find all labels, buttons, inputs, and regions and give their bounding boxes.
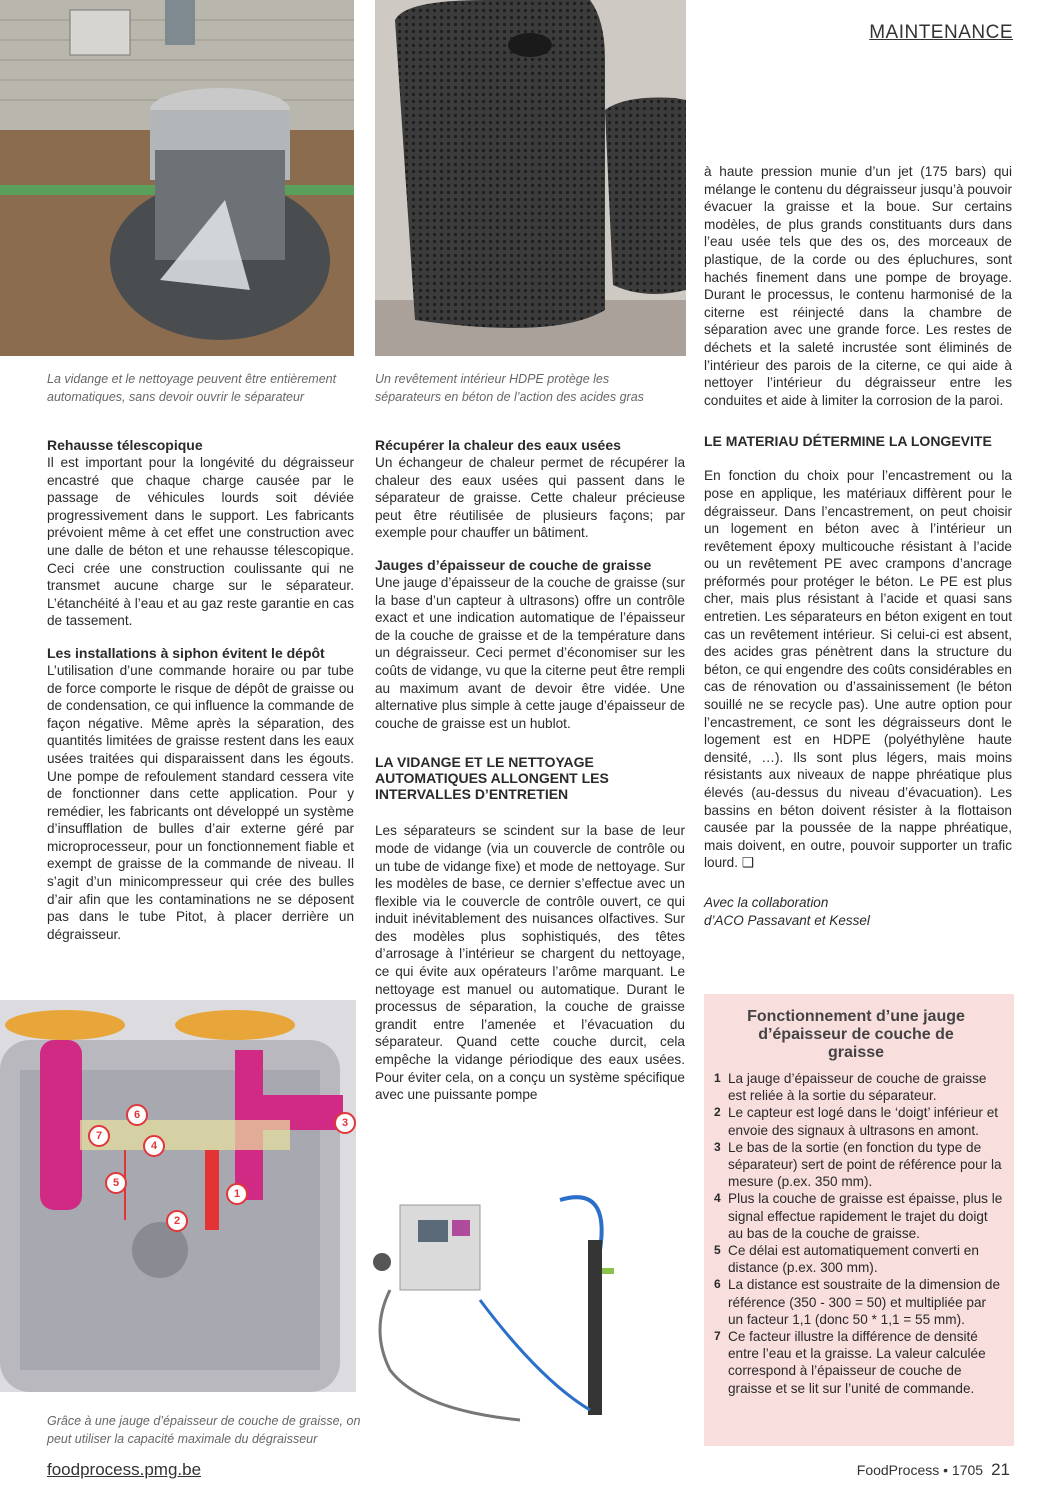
callout-6: 6 [126, 1104, 148, 1126]
hdpe-liner-illustration [375, 0, 686, 356]
heading-chaleur: Récupérer la chaleur des eaux usées [375, 437, 621, 453]
bottom-left-caption: Grâce à une jauge d’épaisseur de couche de graisse, on peut utiliser la capacité maximale du dégraisseur [47, 1414, 361, 1446]
paragraph-haute-pression: à haute pression munie d’un jet (175 bars) qui mélange le contenu du dégraisseur jusqu’à pouvoir évacuer la graisse et la boue. Sur certains modèles, de plus grands constituants durs dans l’eau usée tels que des os, des morceaux de plastique, de la corde ou des épluchures, sont hachés finement dans une pompe de broyage. Durant le processus, le contenu harmonisé de la citerne est réinjecté dans la chambre de séparation avec une grande force. Les restes de déchets et la saleté incrustée sont éliminés de l’intérieur des parois de la citerne, ce qui aide à nettoyer l’intérieur du dégraisseur entre les conduites et aide à limiter la corrosion de la paroi. [704, 164, 1012, 408]
callout-2: 2 [166, 1210, 188, 1232]
list-item: 2 Le capteur est logé dans le ‘doigt’ inférieur et envoie des signaux à ultrasons en amont. [714, 1105, 999, 1138]
heading-jauges: Jauges d’épaisseur de couche de graisse [375, 556, 652, 573]
top-left-caption: La vidange et le nettoyage peuvent être entièrement automatiques, sans devoir ouvrir le séparateur [47, 372, 337, 404]
column-1 [47, 436, 354, 957]
callout-4: 4 [143, 1135, 165, 1157]
list-item: 3 Le bas de la sortie (en fonction du type de séparateur) sert de point de référence pour la mesure (p.ex. 350 mm). [714, 1139, 1002, 1190]
list-item: 6 La distance est soustraite de la dimension de référence (350 - 300 = 50) et multipliée par un facteur 1,1 (donc 50 * 1,1 = 55 mm). [714, 1277, 1001, 1327]
callout-7: 7 [88, 1125, 110, 1147]
end-mark: ❑ [741, 855, 754, 871]
paragraph-chaleur: Un échangeur de chaleur permet de récupérer la chaleur des eaux usées qui passent dans le séparateur de graisse. Cette chaleur précieuse peut être réutilisée de plusieurs façons; par exemple pour chauffer un bâtiment. [375, 455, 685, 541]
list-item: 7 Ce facteur illustre la différence de densité entre l’eau et la graisse. La valeur calculée correspond à l’épaisseur de couche de graisse et se lit sur l’unité de commande. [714, 1329, 986, 1396]
list-item: 5 Ce délai est automatiquement converti en distance (p.ex. 300 mm). [714, 1243, 979, 1276]
paragraph-rehausse: Il est important pour la longévité du dégraisseur encastré que chaque charge causée par le passage de véhicules lourds soit déviée progressivement dans le support. Les fabricants prévoient même à cet effet une construction avec une dalle de béton et une rehausse télescopique. Ceci crée une construction coulissante qui ne transmet aucune charge sur le séparateur. L’étanchéité à l’eau et au gaz reste garantie en cas de tassement. [47, 455, 354, 629]
callout-1: 1 [226, 1183, 248, 1205]
footer-url[interactable]: foodprocess.pmg.be [47, 1460, 202, 1479]
gauge-device-image [360, 1180, 690, 1430]
credit-line-2: d’ACO Passavant et Kessel [704, 912, 870, 928]
section-label: MAINTENANCE [869, 22, 1013, 43]
heading-vidange: LA VIDANGE ET LE NETTOYAGE AUTOMATIQUES ALLONGENT LES INTERVALLES D’ENTRETIEN [375, 754, 609, 803]
callout-3: 3 [334, 1112, 356, 1134]
footer-publication [857, 1460, 1010, 1480]
credit-line-1: Avec la collaboration [704, 894, 829, 910]
info-box [704, 994, 1014, 1446]
paragraph-siphon: L’utilisation d’une commande horaire ou par tube de force comporte le risque de dépôt de graisse ou de condensation, ce qui influence la commande de façon négative. Même après la séparation, des quantités limitées de graisse restent dans les eaux usées traitées qui disparaissent dans les égouts. Une pompe de refoulement standard cessera vite de fonctionner dans cette application. Pour y remédier, les fabricants ont développé un système d’insufflation de bulles d’air externe géré par microprocesseur, pour un fonctionnement fiable et exempt de graisse de la commande de niveau. Il s’agit d’un minicompresseur qui crée des bulles d’air afin que les contaminations ne se déposent pas dans le tube Pitot, à placer derrière un dégraisseur. [47, 662, 354, 942]
column-2 [375, 436, 685, 1118]
gauge-device-illustration [360, 1180, 690, 1430]
paragraph-vidange: Les séparateurs se scindent sur la base de leur mode de vidange (via un couvercle de contrôle ou un tube de vidange fixe) et mode de nettoyage. Sur les modèles de base, ce dernier s’effectue avec un flexible via le couvercle de contrôle ouvert, ce qui induit inévitablement des nuisances olfactives. Sur des modèles plus sophistiqués, des têtes d’arrosage à l’intérieur se chargent du nettoyage, ce qui évite aux opérateurs l’arôme marquant. Le nettoyage est manuel ou automatique. Durant le processus de séparation, la couche de graisse grandit entre l’amenée et l’évacuation du séparateur. Quand cette couche durcit, cela empêche la vidange périodique des eaux usées. Pour éviter cela, on a conçu un système spécifique avec une puissante pompe [375, 823, 685, 1103]
list-item: 1 La jauge d’épaisseur de couche de graisse est reliée à la sortie du séparateur. [714, 1071, 987, 1104]
list-item: 4 Plus la couche de graisse est épaisse, plus le signal effectue rapidement le trajet du doigt au bas de la couche de graisse. [714, 1191, 1003, 1241]
paragraph-materiau-text: En fonction du choix pour l’encastrement ou la pose en applique, les matériaux diffèrent pour le dégraisseur. Dans l’encastrement, on peut choisir un logement en béton avec à l’intérieur un revêtement époxy multicouche résistant à l’acide ou un revêtement PE avec crampons d’ancrage préformés pour protéger le béton. Le PE est plus cher, mais plus résistant à l’acide et quasi sans entretien. Les séparateurs en béton exigent en tout cas un revêtement intérieur. Si celui-ci est absent, des acides gras pénètrent dans la structure du béton, ce qui engendre des coûts considérables en cas de rénovation ou d’assainissement (le béton souillé ne se recycle pas). Une autre option pour l’encastrement, ce sont les dégraisseurs dont le logement est en HDPE (polyéthylène haute densité, …). Ils sont plus légers, mais moins résistants aux niveaux de nappe phréatique plus élevés (au-dessus du niveau d’évacuation). Les bassins en béton doivent résister à la flottaison causée par la poussée de la nappe phréatique, mais doivent, en outre, pouvoir supporter un trafic lourd. [704, 468, 1012, 871]
hdpe-liner-image [375, 0, 686, 356]
info-box-list [708, 1070, 1004, 1397]
page-number: 21 [991, 1460, 1010, 1479]
separator-cutaway-illustration [0, 1000, 356, 1392]
separator-install-illustration [0, 0, 354, 356]
top-mid-caption: Un revêtement intérieur HDPE protège les séparateurs en béton de l’action des acides gras [375, 372, 644, 404]
callout-5: 5 [105, 1172, 127, 1194]
column-3 [704, 163, 1012, 930]
paragraph-materiau [704, 467, 1012, 872]
separator-cutaway-diagram [0, 1000, 356, 1392]
heading-rehausse: Rehausse télescopique [47, 437, 203, 453]
publication-name: FoodProcess • 1705 [856, 1462, 984, 1478]
paragraph-jauges: Une jauge d’épaisseur de la couche de graisse (sur la base d’un capteur à ultrasons) offre un contrôle exact et une indication automatique de l’épaisseur de la couche de graisse et de la température dans un dégraisseur. Ceci permet d’économiser sur les coûts de vidange, vu que la citerne peut être rempli au maximum avant de devoir être vidée. Une alternative plus simple à cette jauge d’épaisseur de couche de graisse est un hublot. [375, 574, 685, 731]
info-box-title: Fonctionnement d’une jauge d’épaisseur de couche de graisse [747, 1008, 965, 1061]
separator-install-image [0, 0, 354, 356]
heading-siphon: Les installations à siphon évitent le dépôt [47, 644, 325, 661]
heading-materiau: LE MATERIAU DÉTERMINE LA LONGEVITE [704, 433, 992, 450]
